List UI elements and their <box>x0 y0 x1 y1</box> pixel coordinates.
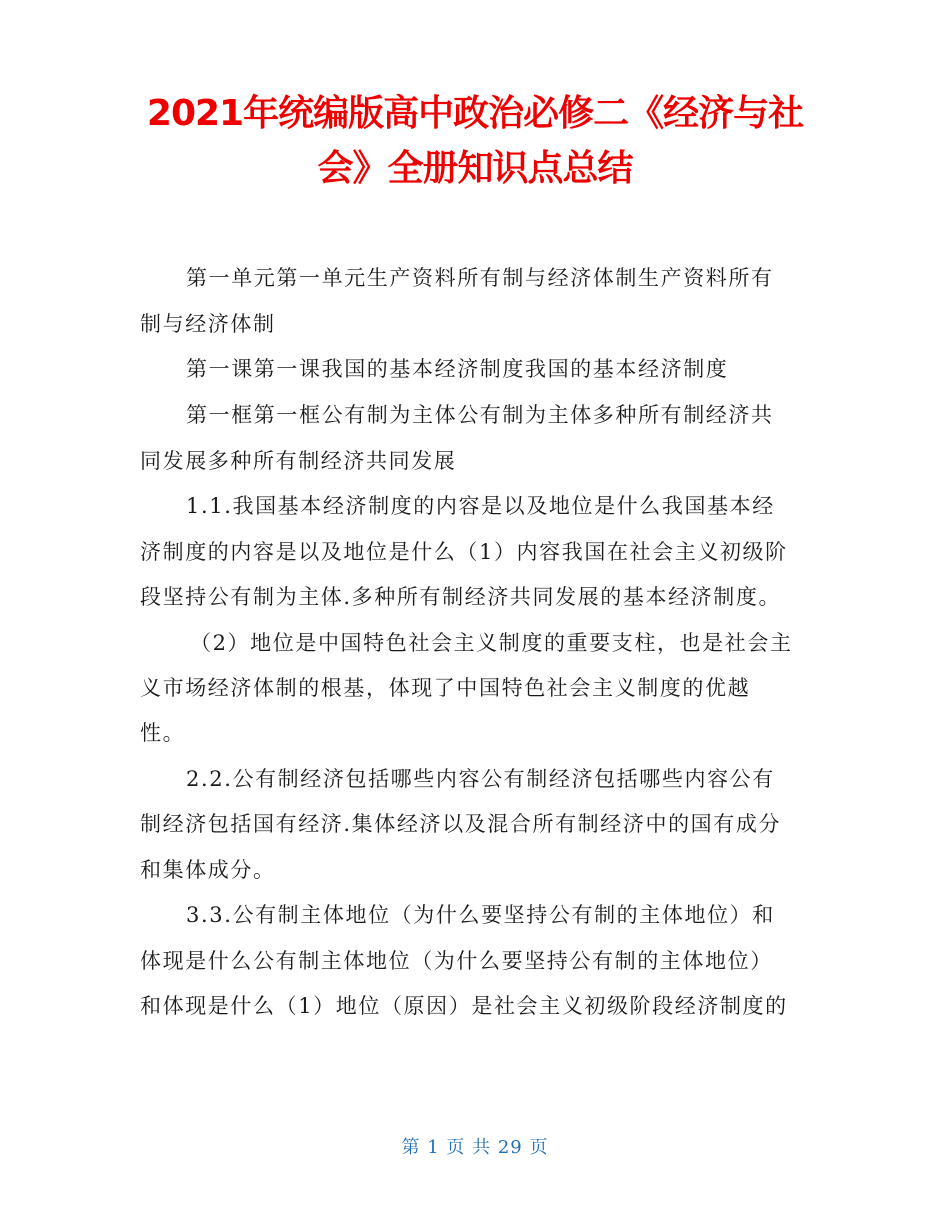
body-line-q3-cont: 体现是什么公有制主体地位（为什么要坚持公有制的主体地位） <box>140 949 773 973</box>
body-line-lesson-heading: 第一课第一课我国的基本经济制度我国的基本经济制度 <box>186 357 729 381</box>
page-number-footer: 第 1 页 共 29 页 <box>401 1137 549 1158</box>
body-line-q1-cont: 济制度的内容是以及地位是什么（1）内容我国在社会主义初级阶 <box>140 540 788 564</box>
body-line-q2-cont: 和集体成分。 <box>140 858 276 882</box>
body-line-unit-heading: 第一单元第一单元生产资料所有制与经济体制生产资料所有 <box>186 266 774 290</box>
body-line-unit-heading-cont: 制与经济体制 <box>140 312 276 336</box>
body-line-q1-cont: 段坚持公有制为主体.多种所有制经济共同发展的基本经济制度。 <box>140 585 782 609</box>
body-line-frame-heading: 第一框第一框公有制为主体公有制为主体多种所有制经济共 <box>186 403 774 427</box>
body-line-q1-part2-cont: 性。 <box>140 721 186 745</box>
document-title-line-2: 会》全册知识点总结 <box>317 148 633 189</box>
body-line-q1-part2: （2）地位是中国特色社会主义制度的重要支柱，也是社会主 <box>190 631 793 655</box>
body-line-frame-heading-cont: 同发展多种所有制经济共同发展 <box>140 449 457 473</box>
body-line-q3-cont: 和体现是什么（1）地位（原因）是社会主义初级阶段经济制度的 <box>140 994 788 1018</box>
document-title-line-1: 2021年统编版高中政治必修二《经济与社 <box>146 93 804 134</box>
body-line-q3: 3.3.公有制主体地位（为什么要坚持公有制的主体地位）和 <box>186 903 775 927</box>
body-line-q1: 1.1.我国基本经济制度的内容是以及地位是什么我国基本经 <box>186 494 775 518</box>
body-line-q2-cont: 制经济包括国有经济.集体经济以及混合所有制经济中的国有成分 <box>140 812 782 836</box>
body-line-q1-part2-cont: 义市场经济体制的根基，体现了中国特色社会主义制度的优越 <box>140 676 751 700</box>
body-line-q2: 2.2.公有制经济包括哪些内容公有制经济包括哪些内容公有 <box>186 767 775 791</box>
